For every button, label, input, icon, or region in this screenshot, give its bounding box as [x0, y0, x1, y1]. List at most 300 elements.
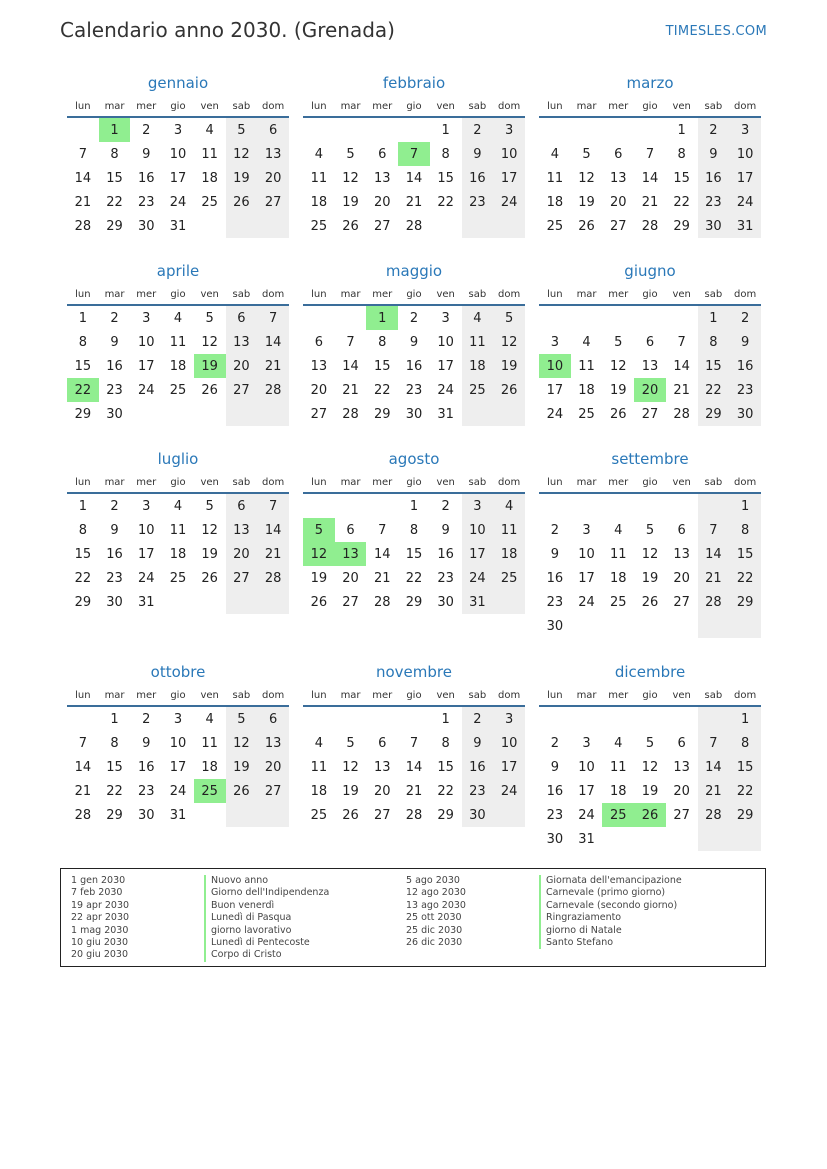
day-cell[interactable]: 4: [582, 334, 591, 350]
day-cell[interactable]: 27: [342, 594, 359, 610]
day-cell[interactable]: 25: [169, 570, 187, 586]
day-cell[interactable]: 6: [257, 706, 289, 731]
day-cell[interactable]: 30: [437, 594, 454, 610]
day-cell[interactable]: 19: [194, 354, 226, 378]
day-cell[interactable]: 12: [578, 170, 595, 186]
day-cell[interactable]: 5: [205, 310, 214, 326]
day-cell[interactable]: 14: [74, 170, 92, 186]
day-cell[interactable]: 9: [409, 334, 419, 350]
day-cell[interactable]: 28: [698, 803, 730, 827]
day-cell[interactable]: 2: [409, 310, 419, 326]
day-cell[interactable]: 14: [698, 542, 730, 566]
day-cell[interactable]: 15: [437, 170, 454, 186]
day-cell[interactable]: 30: [106, 406, 123, 422]
day-cell[interactable]: 8: [110, 146, 119, 162]
day-cell[interactable]: 29: [698, 402, 730, 426]
day-cell[interactable]: 28: [673, 406, 690, 422]
day-cell[interactable]: 28: [342, 406, 359, 422]
day-cell[interactable]: 8: [78, 522, 87, 538]
day-cell[interactable]: 1: [677, 122, 686, 138]
day-cell[interactable]: 29: [437, 807, 454, 823]
day-cell[interactable]: 16: [437, 546, 454, 562]
day-cell[interactable]: 3: [582, 522, 591, 538]
day-cell[interactable]: 30: [405, 406, 423, 422]
day-cell[interactable]: 22: [437, 194, 454, 210]
day-cell[interactable]: 13: [257, 731, 289, 755]
day-cell[interactable]: 18: [310, 194, 328, 210]
day-cell[interactable]: 10: [137, 522, 155, 538]
day-cell[interactable]: 28: [698, 590, 730, 614]
day-cell[interactable]: 12: [342, 759, 359, 775]
day-cell[interactable]: 2: [142, 122, 151, 138]
day-cell[interactable]: 7: [645, 146, 655, 162]
day-cell[interactable]: 23: [137, 194, 155, 210]
day-cell[interactable]: 12: [201, 334, 218, 350]
day-cell[interactable]: 18: [169, 358, 187, 374]
day-cell[interactable]: 22: [437, 783, 454, 799]
day-cell[interactable]: 6: [677, 522, 686, 538]
day-cell[interactable]: 24: [493, 779, 525, 803]
day-cell[interactable]: 18: [609, 570, 627, 586]
day-cell[interactable]: 24: [729, 190, 761, 214]
day-cell[interactable]: 15: [698, 354, 730, 378]
day-cell[interactable]: 11: [169, 522, 187, 538]
day-cell[interactable]: 12: [493, 330, 525, 354]
day-cell[interactable]: 20: [634, 378, 666, 402]
day-cell[interactable]: 22: [106, 194, 123, 210]
day-cell[interactable]: 2: [462, 117, 494, 142]
day-cell[interactable]: 19: [342, 783, 359, 799]
day-cell[interactable]: 8: [441, 146, 450, 162]
day-cell[interactable]: 6: [226, 305, 258, 330]
day-cell[interactable]: 24: [578, 594, 595, 610]
day-cell[interactable]: 16: [405, 358, 423, 374]
day-cell[interactable]: 12: [201, 522, 218, 538]
day-cell[interactable]: 9: [142, 735, 151, 751]
day-cell[interactable]: 7: [78, 146, 87, 162]
day-cell[interactable]: 2: [729, 305, 761, 330]
day-cell[interactable]: 15: [106, 759, 123, 775]
day-cell[interactable]: 16: [546, 570, 564, 586]
day-cell[interactable]: 22: [405, 570, 423, 586]
day-cell[interactable]: 20: [226, 354, 258, 378]
day-cell[interactable]: 28: [257, 566, 289, 590]
day-cell[interactable]: 5: [303, 518, 335, 542]
day-cell[interactable]: 11: [609, 759, 627, 775]
day-cell[interactable]: 28: [257, 378, 289, 402]
day-cell[interactable]: 28: [74, 218, 92, 234]
day-cell[interactable]: 4: [205, 122, 214, 138]
day-cell[interactable]: 1: [366, 305, 398, 330]
day-cell[interactable]: 23: [546, 594, 564, 610]
day-cell[interactable]: 6: [226, 493, 258, 518]
day-cell[interactable]: 1: [698, 305, 730, 330]
day-cell[interactable]: 1: [441, 711, 450, 727]
day-cell[interactable]: 13: [673, 759, 690, 775]
day-cell[interactable]: 26: [641, 594, 659, 610]
day-cell[interactable]: 22: [673, 194, 690, 210]
day-cell[interactable]: 4: [314, 146, 323, 162]
day-cell[interactable]: 8: [78, 334, 87, 350]
day-cell[interactable]: 27: [609, 218, 627, 234]
day-cell[interactable]: 10: [493, 731, 525, 755]
day-cell[interactable]: 5: [226, 706, 258, 731]
day-cell[interactable]: 12: [641, 759, 659, 775]
day-cell[interactable]: 26: [578, 218, 595, 234]
day-cell[interactable]: 14: [698, 755, 730, 779]
day-cell[interactable]: 7: [346, 334, 355, 350]
day-cell[interactable]: 22: [373, 382, 391, 398]
day-cell[interactable]: 23: [462, 779, 494, 803]
day-cell[interactable]: 29: [673, 218, 690, 234]
day-cell[interactable]: 8: [729, 731, 761, 755]
day-cell[interactable]: 7: [378, 522, 387, 538]
day-cell[interactable]: 21: [257, 542, 289, 566]
day-cell[interactable]: 12: [226, 142, 258, 166]
day-cell[interactable]: 3: [493, 706, 525, 731]
day-cell[interactable]: 16: [462, 755, 494, 779]
day-cell[interactable]: 4: [173, 498, 183, 514]
day-cell[interactable]: 24: [169, 783, 187, 799]
day-cell[interactable]: 18: [169, 546, 187, 562]
day-cell[interactable]: 11: [169, 334, 187, 350]
day-cell[interactable]: 7: [677, 334, 686, 350]
day-cell[interactable]: 17: [729, 166, 761, 190]
day-cell[interactable]: 4: [173, 310, 183, 326]
day-cell[interactable]: 18: [462, 354, 494, 378]
day-cell[interactable]: 9: [550, 546, 559, 562]
day-cell[interactable]: 6: [314, 334, 323, 350]
day-cell[interactable]: 23: [137, 783, 155, 799]
day-cell[interactable]: 21: [673, 382, 690, 398]
day-cell[interactable]: 6: [257, 117, 289, 142]
day-cell[interactable]: 17: [137, 546, 155, 562]
day-cell[interactable]: 17: [493, 166, 525, 190]
day-cell[interactable]: 5: [205, 498, 214, 514]
day-cell[interactable]: 14: [257, 518, 289, 542]
day-cell[interactable]: 23: [698, 190, 730, 214]
day-cell[interactable]: 15: [437, 759, 454, 775]
day-cell[interactable]: 26: [226, 190, 258, 214]
day-cell[interactable]: 31: [137, 594, 155, 610]
day-cell[interactable]: 8: [409, 522, 419, 538]
day-cell[interactable]: 11: [310, 170, 328, 186]
day-cell[interactable]: 23: [437, 570, 454, 586]
day-cell[interactable]: 30: [546, 618, 564, 634]
day-cell[interactable]: 9: [462, 142, 494, 166]
day-cell[interactable]: 7: [409, 735, 419, 751]
day-cell[interactable]: 1: [409, 498, 419, 514]
day-cell[interactable]: 4: [493, 493, 525, 518]
day-cell[interactable]: 17: [578, 783, 595, 799]
day-cell[interactable]: 26: [342, 807, 359, 823]
day-cell[interactable]: 29: [405, 594, 423, 610]
day-cell[interactable]: 17: [493, 755, 525, 779]
day-cell[interactable]: 25: [169, 382, 187, 398]
day-cell[interactable]: 6: [614, 146, 623, 162]
day-cell[interactable]: 26: [201, 382, 218, 398]
day-cell[interactable]: 13: [226, 330, 258, 354]
day-cell[interactable]: 21: [405, 783, 423, 799]
day-cell[interactable]: 14: [342, 358, 359, 374]
day-cell[interactable]: 7: [698, 518, 730, 542]
day-cell[interactable]: 20: [673, 783, 690, 799]
day-cell[interactable]: 26: [226, 779, 258, 803]
day-cell[interactable]: 12: [303, 542, 335, 566]
day-cell[interactable]: 31: [437, 406, 454, 422]
day-cell[interactable]: 21: [641, 194, 659, 210]
day-cell[interactable]: 19: [310, 570, 328, 586]
day-cell[interactable]: 27: [310, 406, 328, 422]
day-cell[interactable]: 8: [698, 330, 730, 354]
day-cell[interactable]: 12: [641, 546, 659, 562]
day-cell[interactable]: 16: [137, 170, 155, 186]
day-cell[interactable]: 29: [373, 406, 391, 422]
day-cell[interactable]: 2: [110, 498, 119, 514]
day-cell[interactable]: 24: [137, 570, 155, 586]
day-cell[interactable]: 26: [310, 594, 328, 610]
day-cell[interactable]: 20: [373, 194, 391, 210]
day-cell[interactable]: 25: [310, 218, 328, 234]
day-cell[interactable]: 30: [137, 218, 155, 234]
day-cell[interactable]: 28: [641, 218, 659, 234]
day-cell[interactable]: 11: [462, 330, 494, 354]
day-cell[interactable]: 3: [462, 493, 494, 518]
day-cell[interactable]: 17: [462, 542, 494, 566]
day-cell[interactable]: 5: [346, 735, 355, 751]
day-cell[interactable]: 13: [373, 170, 391, 186]
day-cell[interactable]: 20: [310, 382, 328, 398]
day-cell[interactable]: 9: [729, 330, 761, 354]
day-cell[interactable]: 27: [257, 779, 289, 803]
day-cell[interactable]: 6: [378, 735, 387, 751]
day-cell[interactable]: 15: [74, 358, 92, 374]
day-cell[interactable]: 16: [729, 354, 761, 378]
day-cell[interactable]: 21: [74, 783, 92, 799]
day-cell[interactable]: 25: [310, 807, 328, 823]
day-cell[interactable]: 11: [578, 358, 595, 374]
day-cell[interactable]: 14: [405, 759, 423, 775]
day-cell[interactable]: 4: [614, 735, 623, 751]
day-cell[interactable]: 25: [546, 218, 564, 234]
day-cell[interactable]: 23: [106, 570, 123, 586]
day-cell[interactable]: 27: [226, 566, 258, 590]
day-cell[interactable]: 31: [729, 214, 761, 238]
day-cell[interactable]: 18: [493, 542, 525, 566]
day-cell[interactable]: 30: [546, 831, 564, 847]
day-cell[interactable]: 1: [729, 493, 761, 518]
day-cell[interactable]: 14: [74, 759, 92, 775]
day-cell[interactable]: 2: [462, 706, 494, 731]
day-cell[interactable]: 23: [106, 382, 123, 398]
day-cell[interactable]: 3: [173, 122, 183, 138]
day-cell[interactable]: 26: [634, 803, 666, 827]
day-cell[interactable]: 3: [173, 711, 183, 727]
day-cell[interactable]: 1: [110, 711, 119, 727]
day-cell[interactable]: 24: [169, 194, 187, 210]
day-cell[interactable]: 19: [493, 354, 525, 378]
day-cell[interactable]: 3: [441, 310, 450, 326]
day-cell[interactable]: 15: [673, 170, 690, 186]
day-cell[interactable]: 28: [405, 218, 423, 234]
day-cell[interactable]: 18: [310, 783, 328, 799]
day-cell[interactable]: 13: [226, 518, 258, 542]
day-cell[interactable]: 18: [201, 759, 218, 775]
day-cell[interactable]: 22: [106, 783, 123, 799]
day-cell[interactable]: 8: [729, 518, 761, 542]
day-cell[interactable]: 24: [493, 190, 525, 214]
day-cell[interactable]: 13: [641, 358, 659, 374]
day-cell[interactable]: 16: [106, 546, 123, 562]
day-cell[interactable]: 16: [698, 166, 730, 190]
day-cell[interactable]: 19: [609, 382, 627, 398]
day-cell[interactable]: 26: [342, 218, 359, 234]
day-cell[interactable]: 13: [373, 759, 391, 775]
day-cell[interactable]: 29: [74, 406, 92, 422]
day-cell[interactable]: 14: [405, 170, 423, 186]
day-cell[interactable]: 15: [106, 170, 123, 186]
day-cell[interactable]: 2: [110, 310, 119, 326]
day-cell[interactable]: 16: [106, 358, 123, 374]
day-cell[interactable]: 19: [578, 194, 595, 210]
day-cell[interactable]: 24: [578, 807, 595, 823]
day-cell[interactable]: 18: [609, 783, 627, 799]
day-cell[interactable]: 12: [226, 731, 258, 755]
day-cell[interactable]: 14: [673, 358, 690, 374]
day-cell[interactable]: 9: [110, 522, 119, 538]
day-cell[interactable]: 24: [437, 382, 454, 398]
day-cell[interactable]: 7: [78, 735, 87, 751]
day-cell[interactable]: 9: [110, 334, 119, 350]
day-cell[interactable]: 11: [493, 518, 525, 542]
day-cell[interactable]: 27: [641, 406, 659, 422]
day-cell[interactable]: 11: [609, 546, 627, 562]
day-cell[interactable]: 22: [74, 570, 92, 586]
day-cell[interactable]: 8: [441, 735, 450, 751]
day-cell[interactable]: 11: [310, 759, 328, 775]
day-cell[interactable]: 3: [582, 735, 591, 751]
day-cell[interactable]: 5: [346, 146, 355, 162]
day-cell[interactable]: 7: [257, 305, 289, 330]
day-cell[interactable]: 4: [614, 522, 623, 538]
day-cell[interactable]: 8: [378, 334, 387, 350]
day-cell[interactable]: 28: [373, 594, 391, 610]
day-cell[interactable]: 19: [226, 755, 258, 779]
day-cell[interactable]: 23: [546, 807, 564, 823]
day-cell[interactable]: 7: [698, 731, 730, 755]
day-cell[interactable]: 8: [677, 146, 686, 162]
day-cell[interactable]: 20: [257, 755, 289, 779]
day-cell[interactable]: 15: [74, 546, 92, 562]
day-cell[interactable]: 27: [257, 190, 289, 214]
day-cell[interactable]: 20: [342, 570, 359, 586]
day-cell[interactable]: 17: [578, 570, 595, 586]
day-cell[interactable]: 11: [201, 146, 218, 162]
day-cell[interactable]: 21: [698, 779, 730, 803]
day-cell[interactable]: 27: [373, 807, 391, 823]
day-cell[interactable]: 24: [137, 382, 155, 398]
day-cell[interactable]: 17: [169, 170, 187, 186]
day-cell[interactable]: 15: [729, 755, 761, 779]
day-cell[interactable]: 20: [373, 783, 391, 799]
day-cell[interactable]: 27: [373, 218, 391, 234]
day-cell[interactable]: 17: [137, 358, 155, 374]
day-cell[interactable]: 6: [645, 334, 655, 350]
day-cell[interactable]: 27: [673, 807, 690, 823]
day-cell[interactable]: 22: [698, 378, 730, 402]
day-cell[interactable]: 28: [405, 807, 423, 823]
day-cell[interactable]: 3: [142, 498, 151, 514]
day-cell[interactable]: 30: [698, 214, 730, 238]
day-cell[interactable]: 10: [137, 334, 155, 350]
day-cell[interactable]: 10: [169, 146, 187, 162]
day-cell[interactable]: 10: [169, 735, 187, 751]
day-cell[interactable]: 5: [493, 305, 525, 330]
day-cell[interactable]: 25: [462, 378, 494, 402]
day-cell[interactable]: 4: [205, 711, 214, 727]
day-cell[interactable]: 8: [110, 735, 119, 751]
day-cell[interactable]: 11: [546, 170, 564, 186]
day-cell[interactable]: 5: [614, 334, 623, 350]
day-cell[interactable]: 25: [493, 566, 525, 590]
day-cell[interactable]: 15: [405, 546, 423, 562]
day-cell[interactable]: 27: [226, 378, 258, 402]
day-cell[interactable]: 30: [137, 807, 155, 823]
day-cell[interactable]: 13: [609, 170, 627, 186]
day-cell[interactable]: 20: [609, 194, 627, 210]
day-cell[interactable]: 22: [67, 378, 99, 402]
day-cell[interactable]: 16: [546, 783, 564, 799]
day-cell[interactable]: 29: [729, 590, 761, 614]
day-cell[interactable]: 9: [550, 759, 559, 775]
day-cell[interactable]: 25: [194, 779, 226, 803]
day-cell[interactable]: 19: [641, 783, 659, 799]
day-cell[interactable]: 21: [698, 566, 730, 590]
day-cell[interactable]: 1: [78, 310, 87, 326]
day-cell[interactable]: 16: [462, 166, 494, 190]
day-cell[interactable]: 28: [74, 807, 92, 823]
day-cell[interactable]: 23: [405, 382, 423, 398]
day-cell[interactable]: 3: [729, 117, 761, 142]
day-cell[interactable]: 26: [609, 406, 627, 422]
day-cell[interactable]: 10: [437, 334, 454, 350]
day-cell[interactable]: 26: [201, 570, 218, 586]
day-cell[interactable]: 3: [142, 310, 151, 326]
day-cell[interactable]: 22: [729, 779, 761, 803]
day-cell[interactable]: 11: [201, 735, 218, 751]
day-cell[interactable]: 5: [645, 735, 655, 751]
day-cell[interactable]: 30: [462, 803, 494, 827]
day-cell[interactable]: 21: [405, 194, 423, 210]
day-cell[interactable]: 21: [257, 354, 289, 378]
day-cell[interactable]: 15: [729, 542, 761, 566]
day-cell[interactable]: 13: [335, 542, 367, 566]
day-cell[interactable]: 2: [441, 498, 450, 514]
day-cell[interactable]: 7: [398, 142, 430, 166]
day-cell[interactable]: 4: [462, 305, 494, 330]
brand-logo-text[interactable]: TIMESLES.COM: [665, 24, 767, 39]
day-cell[interactable]: 6: [346, 522, 355, 538]
day-cell[interactable]: 29: [106, 807, 123, 823]
day-cell[interactable]: 23: [462, 190, 494, 214]
day-cell[interactable]: 18: [201, 170, 218, 186]
day-cell[interactable]: 2: [550, 735, 559, 751]
day-cell[interactable]: 14: [641, 170, 659, 186]
day-cell[interactable]: 20: [673, 570, 690, 586]
day-cell[interactable]: 18: [546, 194, 564, 210]
day-cell[interactable]: 20: [257, 166, 289, 190]
day-cell[interactable]: 15: [373, 358, 391, 374]
